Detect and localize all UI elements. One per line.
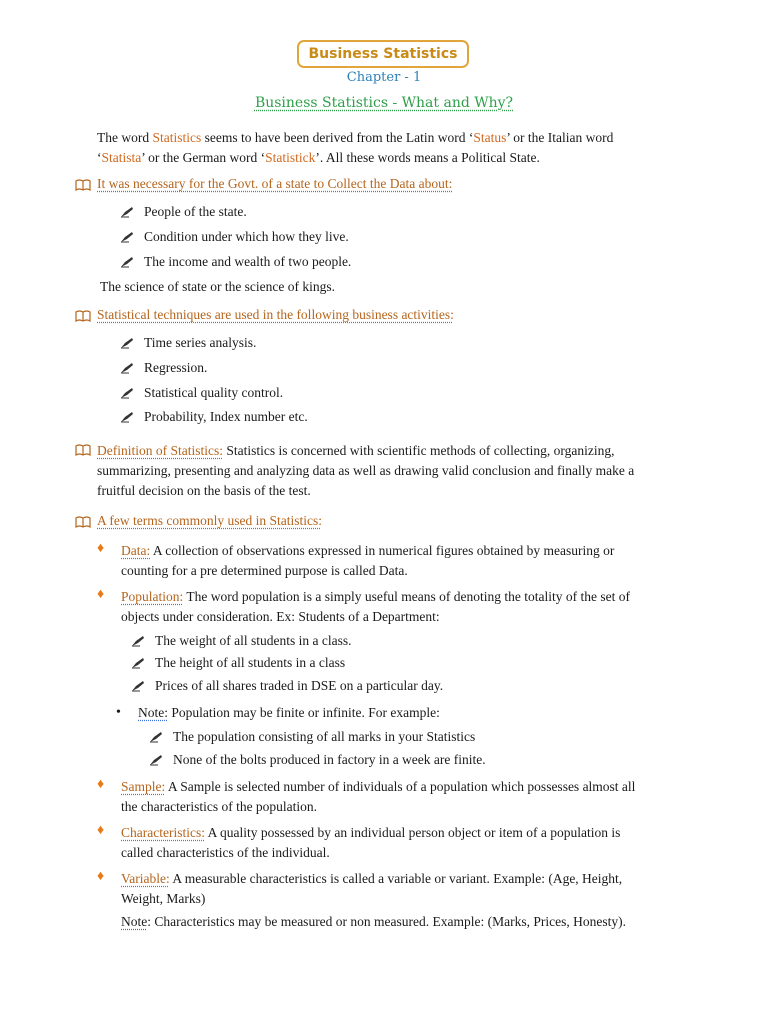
term-label: Characteristics: bbox=[121, 825, 205, 840]
note-label: Note bbox=[121, 914, 148, 929]
list-item-text: The weight of all students in a class. bbox=[155, 633, 352, 648]
keyword-status: Status bbox=[473, 130, 507, 145]
writing-hand-icon bbox=[131, 680, 145, 696]
term-characteristics bbox=[121, 823, 721, 863]
list-item-text: The income and wealth of two people. bbox=[144, 254, 352, 269]
round-bullet-icon: • bbox=[116, 705, 121, 720]
intro-text: seems to have been derived from the Latin word ‘ bbox=[201, 130, 474, 145]
writing-hand-icon bbox=[120, 231, 134, 247]
note-text: Population may be finite or infinite. For example: bbox=[168, 705, 440, 720]
note-label: Note: bbox=[138, 705, 168, 720]
variable-note bbox=[121, 914, 626, 930]
book-icon bbox=[75, 516, 91, 528]
diamond-bullet-icon: ♦ bbox=[97, 823, 105, 838]
chapter-subtitle: Business Statistics - What and Why? bbox=[254, 95, 514, 111]
intro-text: ’. All these words means a Political State. bbox=[315, 150, 540, 165]
section-heading-govt-data: It was necessary for the Govt. of a state to Collect the Data about: bbox=[97, 176, 453, 191]
diamond-bullet-icon: ♦ bbox=[97, 541, 105, 556]
term-label: Sample: bbox=[121, 779, 166, 794]
term-text: The word population is a simply useful means of denoting the totality of the set of bbox=[183, 589, 630, 604]
intro-line-2 bbox=[97, 148, 697, 168]
intro-text: ’ or the German word ‘ bbox=[141, 150, 266, 165]
list-item-text: The population consisting of all marks in your Statistics bbox=[173, 729, 476, 744]
book-icon bbox=[75, 310, 91, 322]
document-title: Business Statistics bbox=[297, 40, 469, 68]
intro-paragraph bbox=[97, 128, 697, 168]
writing-hand-icon bbox=[131, 635, 145, 651]
list-item-text: People of the state. bbox=[144, 204, 247, 219]
list-item-text: Probability, Index number etc. bbox=[144, 409, 308, 424]
keyword-statistics: Statistics bbox=[152, 130, 202, 145]
term-text: A measurable characteristics is called a variable or variant. Example: (Age, Height, bbox=[169, 871, 623, 886]
section-heading-business-activities: Statistical techniques are used in the following business activities: bbox=[97, 307, 454, 322]
definition-text: summarizing, presenting and analyzing data as well as drawing valid conclusion and finally make a bbox=[97, 463, 635, 478]
writing-hand-icon bbox=[131, 657, 145, 673]
intro-line-1 bbox=[97, 128, 697, 148]
term-label: Variable: bbox=[121, 871, 170, 886]
term-text: A quality possessed by an individual person object or item of a population is bbox=[204, 825, 621, 840]
term-sample bbox=[121, 777, 721, 817]
note-text: : Characteristics may be measured or non measured. Example: (Marks, Prices, Honesty). bbox=[147, 914, 626, 929]
intro-text: The word bbox=[97, 130, 153, 145]
list-item-text: Condition under which how they live. bbox=[144, 229, 349, 244]
writing-hand-icon bbox=[120, 362, 134, 378]
term-text: counting for a pre determined purpose is called Data. bbox=[121, 563, 408, 578]
diamond-bullet-icon: ♦ bbox=[97, 869, 105, 884]
writing-hand-icon bbox=[149, 731, 163, 747]
term-text: A Sample is selected number of individuals of a population which possesses almost all bbox=[165, 779, 636, 794]
term-data bbox=[121, 541, 721, 581]
population-note bbox=[138, 705, 440, 721]
intro-text: ’ or the Italian word bbox=[506, 130, 614, 145]
definition-paragraph bbox=[97, 441, 717, 501]
list-item-text: Regression. bbox=[144, 360, 208, 375]
term-text: Weight, Marks) bbox=[121, 891, 206, 906]
writing-hand-icon bbox=[120, 411, 134, 427]
keyword-statistick: Statistick bbox=[265, 150, 316, 165]
definition-text: Statistics is concerned with scientific methods of collecting, organizing, bbox=[223, 443, 615, 458]
list-item-text: None of the bolts produced in factory in a week are finite. bbox=[173, 752, 486, 767]
term-label: Population: bbox=[121, 589, 184, 604]
book-icon bbox=[75, 444, 91, 456]
term-label: Data: bbox=[121, 543, 151, 558]
section-heading-terms: A few terms commonly used in Statistics: bbox=[97, 513, 322, 528]
diamond-bullet-icon: ♦ bbox=[97, 587, 105, 602]
book-icon bbox=[75, 179, 91, 191]
writing-hand-icon bbox=[120, 256, 134, 272]
section1-summary: The science of state or the science of kings. bbox=[100, 279, 336, 294]
list-item-text: Statistical quality control. bbox=[144, 385, 284, 400]
term-variable bbox=[121, 869, 721, 909]
list-item-text: The height of all students in a class bbox=[155, 655, 346, 670]
writing-hand-icon bbox=[120, 206, 134, 222]
intro-text: ‘ bbox=[97, 150, 102, 165]
definition-text: fruitful decision on the basis of the test. bbox=[97, 483, 311, 498]
definition-label: Definition of Statistics: bbox=[97, 443, 223, 458]
chapter-label: Chapter - 1 bbox=[346, 70, 422, 85]
term-text: objects under consideration. Ex: Students of a Department: bbox=[121, 609, 440, 624]
term-text: called characteristics of the individual. bbox=[121, 845, 330, 860]
writing-hand-icon bbox=[120, 387, 134, 403]
writing-hand-icon bbox=[149, 754, 163, 770]
term-population bbox=[121, 587, 721, 627]
list-item-text: Time series analysis. bbox=[144, 335, 257, 350]
term-text: A collection of observations expressed in numerical figures obtained by measuring or bbox=[150, 543, 615, 558]
keyword-statista: Statista bbox=[101, 150, 142, 165]
term-text: the characteristics of the population. bbox=[121, 799, 318, 814]
list-item-text: Prices of all shares traded in DSE on a particular day. bbox=[155, 678, 444, 693]
writing-hand-icon bbox=[120, 337, 134, 353]
diamond-bullet-icon: ♦ bbox=[97, 777, 105, 792]
